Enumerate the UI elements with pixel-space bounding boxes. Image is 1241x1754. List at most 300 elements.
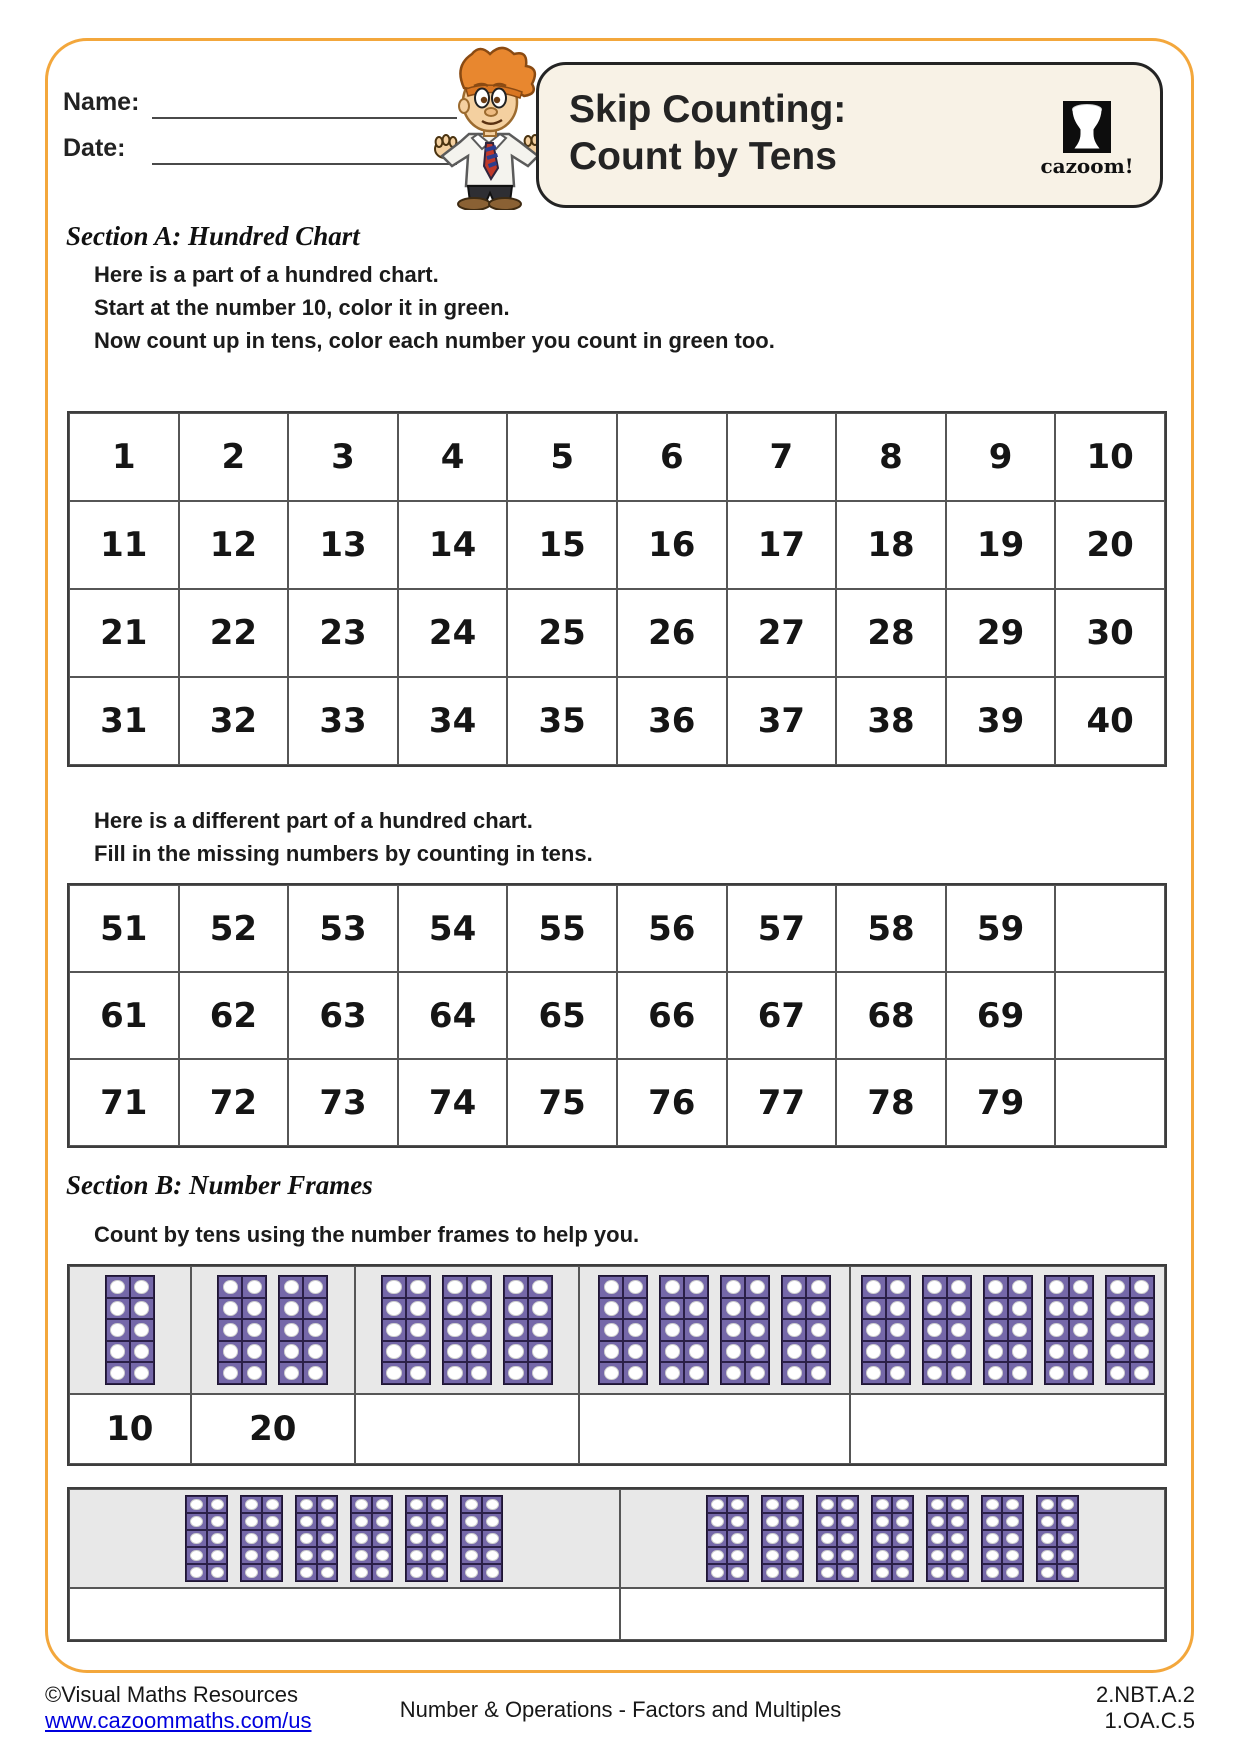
number-frames-table-1 <box>67 1264 1167 1466</box>
counter-dot <box>411 1500 422 1510</box>
ten-frame-cell <box>837 1513 858 1530</box>
counter-dot <box>987 1534 998 1544</box>
ten-frame-cell <box>528 1341 552 1363</box>
ten-frame-cell <box>461 1496 482 1513</box>
ten-frame-cell <box>1002 1547 1023 1564</box>
ten-frame-cell <box>927 1530 948 1547</box>
counter-dot <box>212 1517 223 1527</box>
ten-frame-cell <box>382 1362 406 1384</box>
ten-frame-cell <box>1037 1564 1058 1581</box>
counter-dot <box>788 1302 801 1315</box>
ten-frame-cell <box>782 1496 803 1513</box>
counter-dot <box>629 1302 642 1315</box>
counter-dot <box>867 1345 880 1358</box>
ten-frame-cell <box>406 1530 427 1547</box>
ten-frame <box>659 1275 709 1385</box>
hundred-chart-cell: 22 <box>179 589 289 677</box>
hundred-chart-cell: 75 <box>507 1059 617 1146</box>
hundred-chart-cell: 68 <box>836 972 946 1059</box>
ten-frame-cell <box>279 1276 303 1298</box>
ten-frame-cell <box>806 1341 830 1363</box>
counter-dot <box>472 1367 485 1380</box>
ten-frame-cell <box>806 1276 830 1298</box>
ten-frame-cell <box>406 1547 427 1564</box>
ten-frame <box>350 1495 393 1582</box>
counter-dot <box>466 1551 477 1561</box>
ten-frame-cell <box>296 1530 317 1547</box>
counter-dot <box>285 1302 298 1315</box>
ten-frame-cell <box>467 1319 491 1341</box>
hundred-chart-cell: 35 <box>507 677 617 765</box>
frame-answer-cell <box>579 1394 850 1464</box>
ten-frame-cell <box>1037 1530 1058 1547</box>
counter-dot <box>1111 1281 1124 1294</box>
counter-dot <box>788 1367 801 1380</box>
ten-frame-cell <box>1130 1341 1154 1363</box>
counter-dot <box>411 1534 422 1544</box>
hundred-chart-cell: 27 <box>727 589 837 677</box>
counter-dot <box>466 1534 477 1544</box>
counter-dot <box>877 1500 888 1510</box>
ten-frame-cell <box>947 1513 968 1530</box>
footer-copyright: ©Visual Maths Resources <box>45 1682 299 1707</box>
counter-dot <box>751 1367 764 1380</box>
ten-frame-cell <box>482 1564 503 1581</box>
ten-frame <box>598 1275 648 1385</box>
ten-frame-cell <box>186 1564 207 1581</box>
counter-dot <box>1074 1281 1087 1294</box>
hundred-chart-cell: 30 <box>1055 589 1165 677</box>
counter-dot <box>356 1568 367 1578</box>
counter-dot <box>111 1281 124 1294</box>
ten-frame-cell <box>862 1341 886 1363</box>
counter-dot <box>605 1345 618 1358</box>
ten-frame-cell <box>317 1496 338 1513</box>
ten-frame-cell <box>443 1362 467 1384</box>
ten-frame-cell <box>351 1547 372 1564</box>
ten-frame-cell <box>599 1341 623 1363</box>
counter-dot <box>842 1568 853 1578</box>
ten-frame-cell <box>296 1547 317 1564</box>
counter-dot <box>1007 1500 1018 1510</box>
ten-frame-cell <box>372 1513 393 1530</box>
ten-frame-cell <box>721 1276 745 1298</box>
counter-dot <box>248 1281 261 1294</box>
ten-frame-cell <box>207 1496 228 1513</box>
counter-dot <box>248 1345 261 1358</box>
ten-frame-cell <box>1130 1298 1154 1320</box>
ten-frame-cell <box>1037 1496 1058 1513</box>
counter-dot <box>751 1345 764 1358</box>
counter-dot <box>891 1281 904 1294</box>
ten-frame-cell <box>886 1298 910 1320</box>
counter-dot <box>1135 1367 1148 1380</box>
ten-frame-cell <box>1106 1319 1130 1341</box>
counter-dot <box>212 1534 223 1544</box>
ten-frame-cell <box>1057 1496 1078 1513</box>
counter-dot <box>989 1345 1002 1358</box>
frame-answer-cell: 10 <box>69 1394 191 1464</box>
ten-frame-cell <box>262 1496 283 1513</box>
counter-dot <box>309 1367 322 1380</box>
hundred-chart-cell: 24 <box>398 589 508 677</box>
ten-frame-cell <box>872 1564 893 1581</box>
title-line-1: Skip Counting: <box>569 88 847 131</box>
counter-dot <box>509 1345 522 1358</box>
ten-frame <box>381 1275 431 1385</box>
counter-dot <box>487 1551 498 1561</box>
ten-frame <box>781 1275 831 1385</box>
counter-dot <box>605 1302 618 1315</box>
footer-website-link[interactable]: www.cazoommaths.com/us <box>45 1708 312 1733</box>
hundred-chart-cell: 36 <box>617 677 727 765</box>
counter-dot <box>1013 1302 1026 1315</box>
ten-frame-cell <box>372 1564 393 1581</box>
counter-dot <box>867 1324 880 1337</box>
ten-frame-cell <box>130 1298 154 1320</box>
hundred-chart-cell: 6 <box>617 413 727 501</box>
counter-dot <box>533 1324 546 1337</box>
footer-standard-1: 2.NBT.A.2 <box>1095 1682 1195 1707</box>
counter-dot <box>411 1302 424 1315</box>
counter-dot <box>356 1500 367 1510</box>
counter-dot <box>897 1568 908 1578</box>
hundred-chart-cell: 62 <box>179 972 289 1059</box>
ten-frame-cell <box>467 1298 491 1320</box>
ten-frame-cell <box>837 1564 858 1581</box>
counter-dot <box>787 1517 798 1527</box>
hundred-chart-cell: 38 <box>836 677 946 765</box>
counter-dot <box>309 1302 322 1315</box>
ten-frame-cell <box>1106 1298 1130 1320</box>
counter-dot <box>727 1302 740 1315</box>
hundred-chart-cell: 29 <box>946 589 1056 677</box>
counter-dot <box>377 1568 388 1578</box>
ten-frame-cell <box>721 1298 745 1320</box>
ten-frame-cell <box>623 1362 647 1384</box>
instruction-line: Now count up in tens, color each number you count in green too. <box>94 328 775 353</box>
counter-dot <box>822 1500 833 1510</box>
counter-dot <box>1042 1517 1053 1527</box>
counter-dot <box>1111 1367 1124 1380</box>
counter-dot <box>466 1517 477 1527</box>
hundred-chart-cell: 56 <box>617 885 727 972</box>
counter-dot <box>751 1324 764 1337</box>
ten-frame-cell <box>707 1496 728 1513</box>
counter-dot <box>387 1345 400 1358</box>
hundred-chart-cell: 7 <box>727 413 837 501</box>
ten-frame-cell <box>1008 1298 1032 1320</box>
ten-frames-group <box>355 1266 579 1394</box>
cazoom-logo <box>1032 101 1142 178</box>
ten-frame-cell <box>947 1319 971 1341</box>
counter-dot <box>1062 1551 1073 1561</box>
counter-dot <box>897 1517 908 1527</box>
counter-dot <box>487 1534 498 1544</box>
counter-dot <box>1111 1345 1124 1358</box>
ten-frame-cell <box>727 1530 748 1547</box>
ten-frame-cell <box>817 1547 838 1564</box>
ten-frame-cell <box>1002 1496 1023 1513</box>
counter-dot <box>952 1302 965 1315</box>
hundred-chart-cell: 21 <box>69 589 179 677</box>
counter-dot <box>448 1324 461 1337</box>
ten-frame-cell <box>947 1276 971 1298</box>
ten-frame-cell <box>207 1564 228 1581</box>
ten-frame-cell <box>762 1530 783 1547</box>
counter-dot <box>891 1324 904 1337</box>
hundred-chart-cell: 65 <box>507 972 617 1059</box>
ten-frame-cell <box>1045 1341 1069 1363</box>
counter-dot <box>224 1324 237 1337</box>
counter-dot <box>932 1568 943 1578</box>
counter-dot <box>928 1367 941 1380</box>
ten-frame <box>503 1275 553 1385</box>
ten-frame-cell <box>1008 1341 1032 1363</box>
ten-frame <box>240 1495 283 1582</box>
counter-dot <box>877 1551 888 1561</box>
section-a-instructions-2 <box>94 804 593 870</box>
counter-dot <box>932 1534 943 1544</box>
ten-frame-cell <box>862 1362 886 1384</box>
counter-dot <box>411 1551 422 1561</box>
counter-dot <box>246 1534 257 1544</box>
hundred-chart-cell: 1 <box>69 413 179 501</box>
ten-frame-cell <box>241 1513 262 1530</box>
ten-frame-cell <box>947 1362 971 1384</box>
ten-frame-cell <box>1045 1298 1069 1320</box>
ten-frame-cell <box>317 1564 338 1581</box>
counter-dot <box>301 1551 312 1561</box>
ten-frame-cell <box>467 1341 491 1363</box>
ten-frame-cell <box>443 1319 467 1341</box>
ten-frame-cell <box>872 1530 893 1547</box>
hundred-chart-cell: 58 <box>836 885 946 972</box>
section-b-heading: Section B: Number Frames <box>66 1170 373 1200</box>
counter-dot <box>751 1281 764 1294</box>
ten-frame-cell <box>872 1496 893 1513</box>
counter-dot <box>191 1500 202 1510</box>
counter-dot <box>787 1500 798 1510</box>
section-b-instruction: Count by tens using the number frames to help you. <box>94 1222 640 1247</box>
ten-frame-cell <box>279 1298 303 1320</box>
counter-dot <box>1007 1517 1018 1527</box>
ten-frame-cell <box>660 1298 684 1320</box>
counter-dot <box>111 1345 124 1358</box>
ten-frame-cell <box>482 1496 503 1513</box>
counter-dot <box>788 1281 801 1294</box>
counter-dot <box>867 1367 880 1380</box>
ten-frame-cell <box>727 1496 748 1513</box>
ten-frame-cell <box>886 1319 910 1341</box>
ten-frame-cell <box>1045 1319 1069 1341</box>
ten-frame-cell <box>862 1298 886 1320</box>
counter-dot <box>1050 1367 1063 1380</box>
counter-dot <box>952 1281 965 1294</box>
ten-frame-cell <box>707 1530 728 1547</box>
ten-frame <box>706 1495 749 1582</box>
ten-frame-cell <box>862 1276 886 1298</box>
counter-dot <box>509 1324 522 1337</box>
counter-dot <box>432 1551 443 1561</box>
ten-frame-cell <box>241 1547 262 1564</box>
hundred-chart-cell: 28 <box>836 589 946 677</box>
ten-frame-cell <box>427 1530 448 1547</box>
ten-frame-cell <box>782 1362 806 1384</box>
counter-dot <box>1013 1281 1026 1294</box>
hundred-chart-cell: 37 <box>727 677 837 765</box>
hundred-chart-table-1 <box>67 411 1167 767</box>
ten-frame-cell <box>1130 1319 1154 1341</box>
hundred-chart-cell: 64 <box>398 972 508 1059</box>
ten-frame-cell <box>782 1564 803 1581</box>
ten-frame-cell <box>1130 1276 1154 1298</box>
ten-frame-cell <box>1002 1530 1023 1547</box>
ten-frame-cell <box>130 1319 154 1341</box>
ten-frame-cell <box>927 1547 948 1564</box>
ten-frame-cell <box>1045 1276 1069 1298</box>
ten-frame-cell <box>186 1530 207 1547</box>
counter-dot <box>309 1345 322 1358</box>
counter-dot <box>877 1517 888 1527</box>
counter-dot <box>877 1568 888 1578</box>
counter-dot <box>891 1302 904 1315</box>
counter-dot <box>248 1367 261 1380</box>
hundred-chart-cell: 51 <box>69 885 179 972</box>
ten-frame-cell <box>599 1298 623 1320</box>
ten-frame-cell <box>242 1298 266 1320</box>
ten-frame-cell <box>745 1362 769 1384</box>
ten-frame-cell <box>762 1513 783 1530</box>
counter-dot <box>1135 1324 1148 1337</box>
counter-dot <box>191 1534 202 1544</box>
counter-dot <box>812 1302 825 1315</box>
ten-frame-cell <box>923 1319 947 1341</box>
ten-frame-cell <box>528 1298 552 1320</box>
counter-dot <box>285 1367 298 1380</box>
ten-frame-cell <box>782 1276 806 1298</box>
ten-frames-group <box>850 1266 1165 1394</box>
ten-frame-cell <box>130 1341 154 1363</box>
hundred-chart-cell: 15 <box>507 501 617 589</box>
ten-frame-cell <box>106 1341 130 1363</box>
counter-dot <box>267 1534 278 1544</box>
counter-dot <box>432 1500 443 1510</box>
counter-dot <box>487 1517 498 1527</box>
counter-dot <box>1007 1534 1018 1544</box>
title-line-2: Count by Tens <box>569 134 837 178</box>
counter-dot <box>822 1534 833 1544</box>
hundred-chart-cell: 8 <box>836 413 946 501</box>
counter-dot <box>732 1517 743 1527</box>
counter-dot <box>952 1324 965 1337</box>
counter-dot <box>285 1281 298 1294</box>
ten-frames-group <box>69 1489 620 1588</box>
ten-frame-cell <box>721 1341 745 1363</box>
ten-frame-cell <box>872 1513 893 1530</box>
ten-frame <box>720 1275 770 1385</box>
hundred-chart-cell: 20 <box>1055 501 1165 589</box>
counter-dot <box>1013 1345 1026 1358</box>
counter-dot <box>309 1281 322 1294</box>
counter-dot <box>1062 1534 1073 1544</box>
ten-frame-cell <box>1057 1564 1078 1581</box>
counter-dot <box>432 1517 443 1527</box>
hundred-chart-cell: 25 <box>507 589 617 677</box>
counter-dot <box>690 1367 703 1380</box>
ten-frame-cell <box>707 1547 728 1564</box>
ten-frame-cell <box>406 1298 430 1320</box>
ten-frame-cell <box>599 1319 623 1341</box>
ten-frame-cell <box>947 1547 968 1564</box>
counter-dot <box>322 1568 333 1578</box>
ten-frame-cell <box>892 1496 913 1513</box>
counter-dot <box>989 1367 1002 1380</box>
ten-frame <box>761 1495 804 1582</box>
ten-frames-group <box>579 1266 850 1394</box>
hundred-chart-cell: 79 <box>946 1059 1056 1146</box>
ten-frame-cell <box>947 1564 968 1581</box>
counter-dot <box>952 1568 963 1578</box>
ten-frame-cell <box>984 1319 1008 1341</box>
counter-dot <box>787 1568 798 1578</box>
ten-frame-cell <box>1069 1319 1093 1341</box>
counter-dot <box>411 1517 422 1527</box>
hundred-chart-cell: 59 <box>946 885 1056 972</box>
ten-frames-group <box>191 1266 355 1394</box>
counter-dot <box>897 1534 908 1544</box>
counter-dot <box>787 1534 798 1544</box>
counter-dot <box>928 1302 941 1315</box>
ten-frame-cell <box>461 1564 482 1581</box>
ten-frame-cell <box>1069 1298 1093 1320</box>
ten-frame <box>922 1275 972 1385</box>
ten-frame-cell <box>982 1564 1003 1581</box>
ten-frame <box>1105 1275 1155 1385</box>
counter-dot <box>411 1568 422 1578</box>
ten-frame-cell <box>1106 1276 1130 1298</box>
ten-frame-cell <box>242 1319 266 1341</box>
counter-dot <box>111 1367 124 1380</box>
ten-frame-cell <box>927 1564 948 1581</box>
counter-dot <box>897 1551 908 1561</box>
counter-dot <box>822 1551 833 1561</box>
ten-frame <box>105 1275 155 1385</box>
counter-dot <box>987 1517 998 1527</box>
ten-frame-cell <box>762 1564 783 1581</box>
ten-frame-cell <box>504 1319 528 1341</box>
counter-dot <box>690 1302 703 1315</box>
counter-dot <box>989 1281 1002 1294</box>
ten-frame-cell <box>745 1319 769 1341</box>
instruction-line: Here is a different part of a hundred chart. <box>94 808 533 833</box>
ten-frame-cell <box>727 1564 748 1581</box>
frame-answer-cell <box>850 1394 1165 1464</box>
counter-dot <box>466 1500 477 1510</box>
ten-frame-cell <box>461 1530 482 1547</box>
hundred-chart-cell: 76 <box>617 1059 727 1146</box>
ten-frame-cell <box>242 1341 266 1363</box>
ten-frame-cell <box>872 1547 893 1564</box>
ten-frame-cell <box>782 1547 803 1564</box>
ten-frame <box>442 1275 492 1385</box>
instruction-line: Start at the number 10, color it in green. <box>94 295 510 320</box>
counter-dot <box>842 1551 853 1561</box>
ten-frame-cell <box>504 1298 528 1320</box>
ten-frame-cell <box>1002 1513 1023 1530</box>
counter-dot <box>629 1324 642 1337</box>
hundred-chart-cell: 74 <box>398 1059 508 1146</box>
